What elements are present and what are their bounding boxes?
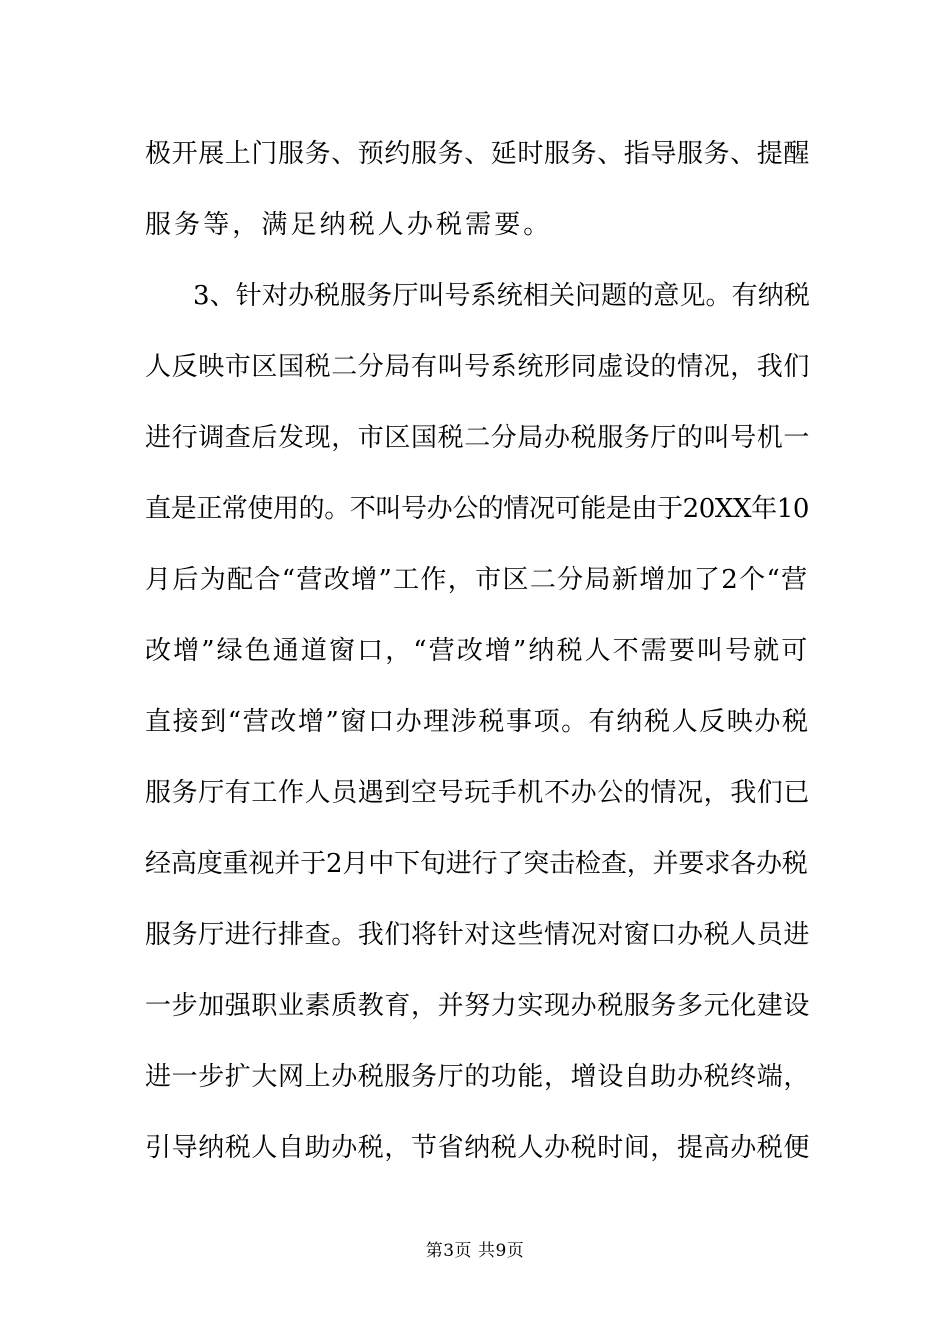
body-line-5: 进行调查后发现，市区国税二分局办税服务厅的叫号机一: [145, 423, 811, 453]
body-line-11: 经高度重视并于2月中下旬进行了突击检查，并要求各办税: [145, 849, 808, 879]
body-line-15: 引导纳税人自助办税，节省纳税人办税时间，提高办税便: [145, 1133, 811, 1163]
body-line-1: 极开展上门服务、预约服务、延时服务、指导服务、提醒: [145, 139, 811, 169]
body-line-14: 进一步扩大网上办税服务厅的功能，增设自助办税终端，: [145, 1062, 811, 1092]
body-line-3: 3、针对办税服务厅叫号系统相关问题的意见。有纳税: [193, 281, 810, 311]
body-line-12: 服务厅进行排查。我们将针对这些情况对窗口办税人员进: [145, 920, 811, 950]
body-line-8: 改增”绿色通道窗口，“营改增”纳税人不需要叫号就可: [145, 636, 810, 666]
body-line-13: 一步加强职业素质教育，并努力实现办税服务多元化建设: [145, 991, 811, 1021]
body-line-10: 服务厅有工作人员遇到空号玩手机不办公的情况，我们已: [145, 778, 811, 808]
body-line-9: 直接到“营改增”窗口办理涉税事项。有纳税人反映办税: [145, 707, 810, 737]
body-line-7: 月后为配合“营改增”工作，市区二分局新增加了2个“营: [145, 565, 809, 595]
body-line-4: 人反映市区国税二分局有叫号系统形同虚设的情况，我们: [145, 352, 811, 382]
body-line-2: 服务等，满足纳税人办税需要。: [145, 210, 553, 240]
body-line-6: 直是正常使用的。不叫号办公的情况可能是由于20XX年10: [145, 494, 809, 524]
page-number-footer: 第3页 共9页: [425, 1241, 525, 1261]
